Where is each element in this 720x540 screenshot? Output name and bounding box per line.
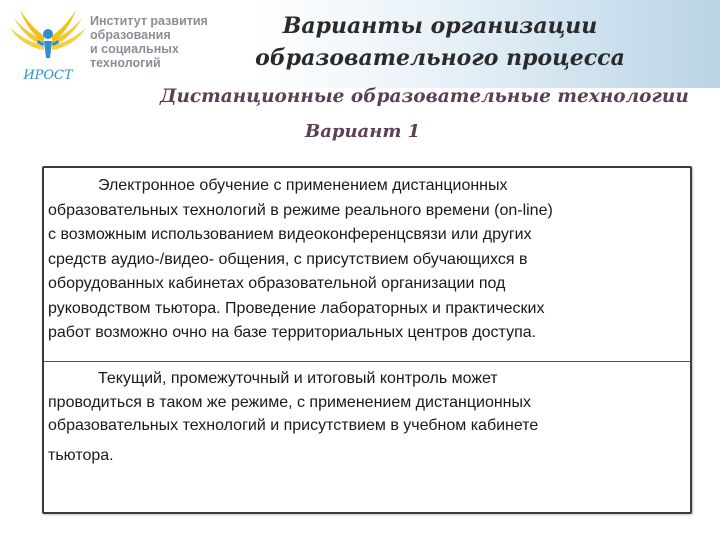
text-line: с возможным использованием видеоконференцсвязи или других <box>48 226 532 243</box>
title-line: Варианты организации <box>282 13 598 39</box>
right-wing <box>52 10 86 50</box>
text-line: работ возможно очно на базе территориальных центров доступа. <box>48 324 537 341</box>
organization-name <box>90 14 230 70</box>
left-wing <box>10 10 44 50</box>
organization-line: Институт развития <box>90 14 208 28</box>
organization-line: технологий <box>90 56 161 70</box>
text-line: тьютора. <box>48 446 114 464</box>
text-line: Электронное обучение с применением дистанционных <box>98 177 508 194</box>
page-title <box>240 10 640 74</box>
logo-text: ИРОСТ <box>23 68 73 83</box>
logo-emblem <box>8 0 88 84</box>
variant-heading: Вариант 1 <box>305 121 421 142</box>
text-line: руководством тьютора. Проведение лабораторных и практических <box>48 299 545 317</box>
text-line: проводиться в таком же режиме, с применением дистанционных <box>48 393 532 411</box>
organization-line: образования <box>90 28 171 42</box>
section-divider <box>44 361 690 362</box>
text-line: Текущий, промежуточный и итоговый контроль может <box>98 370 498 387</box>
paragraph-distance-learning <box>48 174 688 346</box>
title-line: образовательного процесса <box>255 45 625 71</box>
page-subtitle: Дистанционные образовательные технологии <box>160 86 689 107</box>
text-line: средств аудио-/видео- общения, с присутствием обучающихся в <box>48 250 528 268</box>
text-line: оборудованных кабинетах образовательной организации под <box>48 275 506 292</box>
text-line: образовательных технологий в режиме реального времени (on-line) <box>48 201 553 219</box>
organization-line: и социальных <box>90 42 179 56</box>
paragraph-assessment <box>48 367 688 467</box>
text-line: образовательных технологий и присутствием в учебном кабинете <box>48 417 539 434</box>
